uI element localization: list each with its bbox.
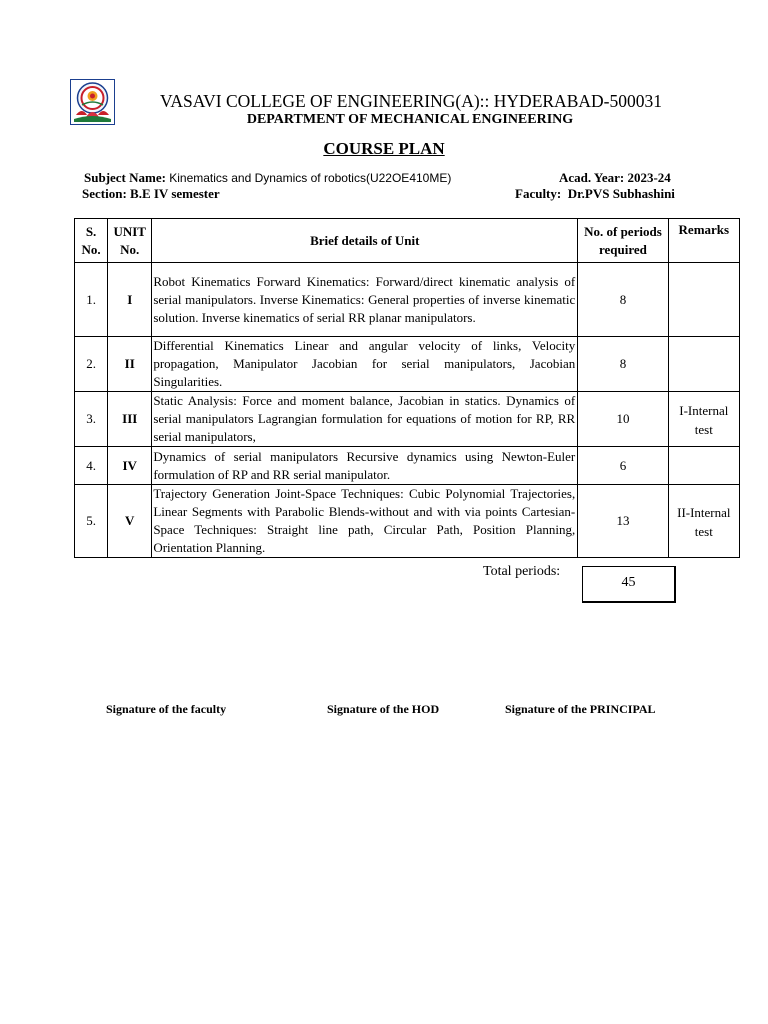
- row-sno: 3.: [75, 392, 108, 447]
- subject-label: Subject Name:: [84, 170, 166, 185]
- college-name: VASAVI COLLEGE OF ENGINEERING(A):: HYDERABAD-500031: [160, 91, 662, 111]
- row-brief: Static Analysis: Force and moment balance, Jacobian in statics. Dynamics of serial manipulators Lagrangian formulation for equations of motion for RP, RR serial manipulators,: [152, 392, 578, 447]
- header-unit: [108, 219, 152, 263]
- row-periods: 8: [578, 337, 668, 392]
- row-remarks-line1: I-Internal: [679, 403, 729, 418]
- faculty-line: [515, 186, 675, 202]
- row-remarks: [668, 263, 739, 337]
- header-unit-line2: No.: [120, 241, 140, 257]
- signature-hod: Signature of the HOD: [327, 702, 440, 716]
- row-remarks: [668, 337, 739, 392]
- row-remarks-line1: II-Internal: [677, 505, 731, 520]
- header-periods-line1: No. of periods: [584, 223, 662, 239]
- row-unit: V: [108, 485, 152, 558]
- table-row: [75, 263, 740, 337]
- table-header-row: [75, 219, 740, 263]
- row-periods: 10: [578, 392, 668, 447]
- header-sno: [75, 219, 108, 263]
- row-brief: Dynamics of serial manipulators Recursive dynamics using Newton-Euler formulation of RP and RR serial manipulator.: [152, 447, 578, 485]
- document-title: [0, 139, 768, 159]
- subject-value: Kinematics and Dynamics of robotics(U22OE410ME): [169, 171, 452, 185]
- signature-principal: Signature of the PRINCIPAL: [505, 702, 656, 716]
- header-remarks: Remarks: [668, 219, 739, 263]
- header-periods: [578, 219, 668, 263]
- row-remarks: [668, 392, 739, 447]
- table-row: [75, 392, 740, 447]
- header-periods-line2: required: [598, 241, 647, 257]
- row-remarks-line2: test: [694, 524, 713, 539]
- section-line: [82, 186, 220, 202]
- row-remarks-line2: test: [694, 422, 713, 437]
- table-row: [75, 447, 740, 485]
- row-unit: III: [108, 392, 152, 447]
- department-name: DEPARTMENT OF MECHANICAL ENGINEERING: [246, 112, 574, 127]
- header-sno-line2: No.: [81, 241, 101, 257]
- faculty-label: Faculty:: [515, 186, 562, 201]
- row-sno: 4.: [75, 447, 108, 485]
- row-sno: 2.: [75, 337, 108, 392]
- row-brief: Robot Kinematics Forward Kinematics: Forward/direct kinematic analysis of serial manipulators. Inverse Kinematics: General properties of inverse kinematic solution. Inverse kinematics of serial RR planar manipulators.: [152, 263, 578, 337]
- faculty-value: Dr.PVS Subhashini: [567, 186, 675, 201]
- row-periods: 8: [578, 263, 668, 337]
- row-remarks: [668, 447, 739, 485]
- row-sno: 1.: [75, 263, 108, 337]
- row-remarks: [668, 485, 739, 558]
- acad-year: [559, 170, 671, 186]
- row-sno: 5.: [75, 485, 108, 558]
- header-sno-line1: S.: [85, 223, 97, 239]
- header-brief: Brief details of Unit: [152, 219, 578, 263]
- row-unit: II: [108, 337, 152, 392]
- header-unit-line1: UNIT: [113, 223, 146, 239]
- signature-faculty: Signature of the faculty: [106, 702, 227, 716]
- acad-year-text: Acad. Year: 2023-24: [559, 170, 671, 185]
- total-periods-label: Total periods:: [483, 564, 561, 579]
- subject-line: [84, 170, 451, 186]
- row-periods: 13: [578, 485, 668, 558]
- row-brief: Trajectory Generation Joint-Space Techniques: Cubic Polynomial Trajectories, Linear Segments with Parabolic Blends-without and with via points Cartesian-Space Techniques: Straight line path, Circular Path, Position Planning, Orientation Planning.: [152, 485, 578, 558]
- document-title-text: COURSE PLAN: [323, 139, 445, 158]
- course-plan-table: [74, 218, 740, 558]
- section-text: Section: B.E IV semester: [82, 186, 220, 201]
- row-periods: 6: [578, 447, 668, 485]
- table-row: [75, 485, 740, 558]
- row-unit: IV: [108, 447, 152, 485]
- table-row: [75, 337, 740, 392]
- row-unit: I: [108, 263, 152, 337]
- row-brief: Differential Kinematics Linear and angular velocity of links, Velocity propagation, Manipulator Jacobian for serial manipulators, Jacobian Singularities.: [152, 337, 578, 392]
- total-periods-value: 45: [582, 566, 676, 603]
